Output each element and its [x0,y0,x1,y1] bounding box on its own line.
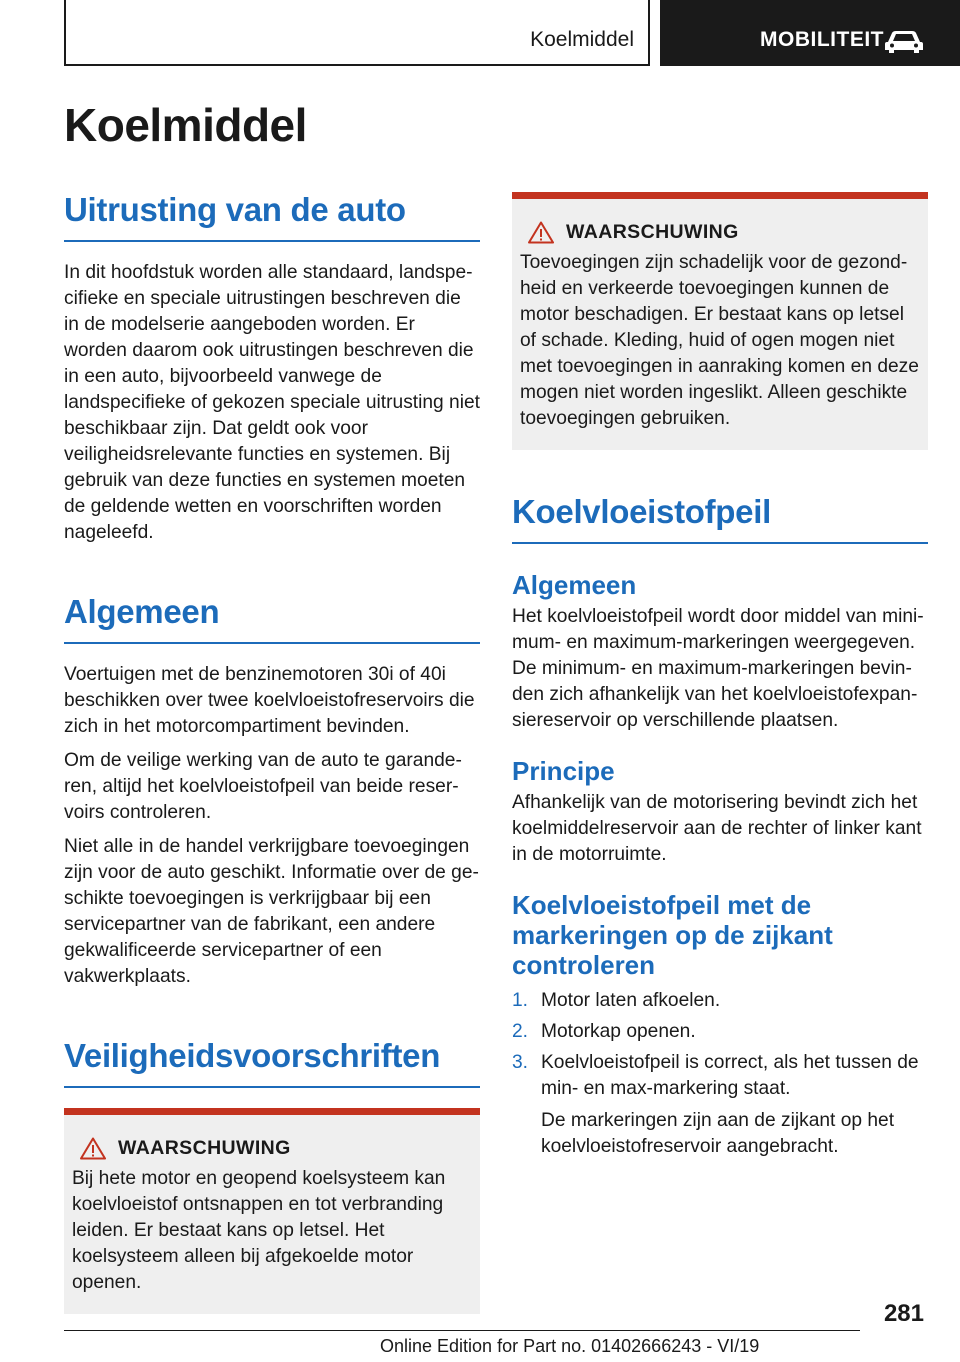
section-heading-general: Algemeen [64,592,480,644]
warning-text: Toevoegingen zijn schadelijk voor de gezondheid en verkeerde toevoegingen kunnen de motor beschadigen. Er bestaat kans op letsel of schade. Kleding, huid of ogen mogen niet met toevoegingen in aanraking komen en deze mogen niet worden ingeslikt. Alleen geschikte toevoegingen gebruiken. [520,252,919,429]
section-heading-coolant-level: Koelvloeistofpeil [512,492,928,544]
warning-title: WAARSCHUWING [118,1137,291,1159]
step-text: Motorkap openen. [541,1021,696,1042]
right-column [512,192,928,1160]
warning-title: WAARSCHUWING [566,221,739,243]
step-text: Motor laten afkoelen. [541,990,721,1011]
warning-text: Bij hete motor en geopend koelsysteem kan koelvloeistof ontsnappen en tot verbranding leiden. Er bestaat kans op letsel. Het koelsysteem alleen bij afgekoelde motor openen. [72,1168,446,1293]
subheading-check-level: Koelvloeistofpeil met de markeringen op de zijkant controleren [512,890,833,980]
footer-rule [64,1330,860,1331]
page-title: Koelmiddel [64,99,307,151]
paragraph-coolant-general: Het koelvloeistofpeil wordt door middel van minimum- en maximum-markeringen weergegeven. De minimum- en maximum-markeringen bevinden zich afhankelijk van het koelvloeistofexpansiereservoir op verschillende plaatsen. [512,606,924,731]
step-number: 2. [512,1021,529,1042]
subheading-general: Algemeen [512,570,637,600]
list-item [512,1050,928,1102]
steps-list [512,988,928,1102]
paragraph-general-2: Om de veilige werking van de auto te garanderen, altijd het koelvloeistofpeil van beide reservoirs controleren. [64,750,462,823]
page-number: 281 [883,1300,924,1327]
header-section-label: MOBILITEIT [760,28,884,51]
paragraph-equipment: In dit hoofdstuk worden alle standaard, landspecifieke en speciale uitrustingen beschreven die in de modelserie aangeboden worden. Er worden daarom ook uitrustingen beschreven die in een auto, bijvoorbeeld vanwege de landspecifieke of gekozen speciale uitrusting niet beschikbaar zijn. Dat geldt ook voor veiligheidsrelevante functies en systemen. Bij gebruik van deze functies en systemen moeten de geldende wetten en voorschriften worden nageleefd. [64,262,480,543]
list-item [512,988,928,1014]
paragraph-principle: Afhankelijk van de motorisering bevindt zich het koelmiddelreservoir aan de rechter of linker kant in de motorruimte. [512,792,922,865]
section-heading-equipment: Uitrusting van de auto [64,190,480,242]
paragraph-general-1: Voertuigen met de benzinemotoren 30i of 40i beschikken over twee koelvloeistofreservoirs die zich in het motorcompartiment bevinden. [64,664,475,737]
warning-header [528,221,920,244]
warning-box-additives [512,192,928,450]
warning-header [80,1137,472,1160]
header-chapter-tab [64,0,650,66]
warning-box-hot-engine [64,1108,480,1314]
left-column [64,190,480,1314]
step-number: 3. [512,1052,529,1073]
section-heading-safety: Veiligheidsvoorschriften [64,1036,480,1088]
header-chapter-label: Koelmiddel [530,28,634,51]
warning-triangle-icon [80,1137,106,1160]
step-text: Koelvloeistofpeil is correct, als het tussen de min- en max-markering staat. [541,1052,919,1099]
subheading-principle: Principe [512,756,615,786]
list-item [512,1019,928,1045]
step-3-note: De markeringen zijn aan de zijkant op het koelvloeistofreservoir aangebracht. [541,1110,895,1157]
footer-edition: Online Edition for Part no. 01402666243 - VI/19 [380,1336,760,1356]
warning-triangle-icon [528,221,554,244]
paragraph-general-3: Niet alle in de handel verkrijgbare toevoegingen zijn voor de auto geschikt. Informatie over de geschikte toevoegingen is verkrijgbaar bij een servicepartner van de fabrikant, een andere gekwalificeerde servicepartner of een vakwerkplaats. [64,836,479,987]
car-icon [884,28,924,54]
step-number: 1. [512,990,529,1011]
